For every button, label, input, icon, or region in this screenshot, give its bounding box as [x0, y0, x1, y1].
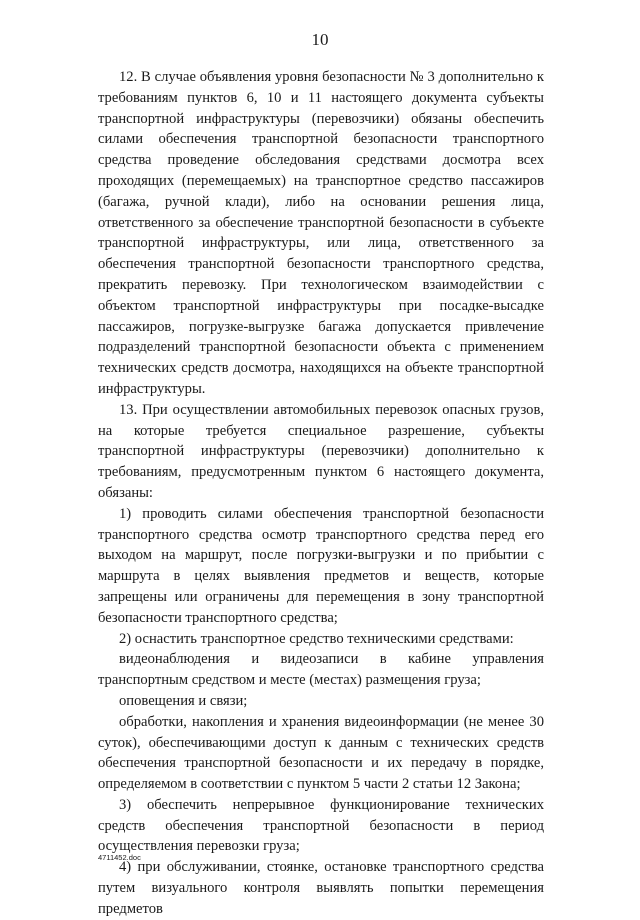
- paragraph-13-item-3: 3) обеспечить непрерывное функционирование технических средств обеспечения транспортной безопасности в период осуществления перевозки груза;: [98, 796, 544, 855]
- paragraph-13-item-2-processing: обработки, накопления и хранения видеоинформации (не менее 30 суток), обеспечивающими доступ к данным с технических средств обеспечения транспортной безопасности и их передачу в порядке, определяемом в соответствии с пунктом 5 части 2 статьи 12 Закона;: [98, 713, 544, 793]
- paragraph-13-item-2: 2) оснастить транспортное средство техническими средствами:: [119, 630, 514, 647]
- paragraph-13-item-4: 4) при обслуживании, стоянке, остановке транспортного средства путем визуального контроля выявлять попытки перемещения предметов: [98, 859, 544, 917]
- paragraph-13: 13. При осуществлении автомобильных перевозок опасных грузов, на которые требуется специальное разрешение, субъекты транспортной инфраструктуры (перевозчики) дополнительно к требованиям, предусмотренным пунктом 6 настоящего документа, обязаны:: [98, 401, 544, 501]
- page-number: 10: [311, 30, 329, 49]
- document-body: [98, 67, 544, 920]
- paragraph-13-item-2-video: видеонаблюдения и видеозаписи в кабине управления транспортным средством и месте (местах) размещения груза;: [98, 651, 544, 689]
- paragraph-12: 12. В случае объявления уровня безопасности № 3 дополнительно к требованиям пунктов 6, 10 и 11 настоящего документа субъекты транспортной инфраструктуры (перевозчики) обязаны обеспечить силами обеспечения транспортной безопасности транспортного средства проведение обследования средствами досмотра всех проходящих (перемещаемых) на транспортное средство пассажиров (багажа, ручной клади), либо на основании решения лица, ответственного за обеспечение транспортной безопасности в субъекте транспортной инфраструктуры, или лица, ответственного за обеспечения транспортной безопасности транспортного средства, прекратить перевозку. При технологическом взаимодействии с объектом транспортной инфраструктуры при посадке-высадке пассажиров, погрузке-выгрузке багажа допускается привлечение подразделений транспортной безопасности объекта с применением технических средств досмотра, находящихся на объекте транспортной инфраструктуры.: [98, 69, 544, 397]
- footer-file-name: 4711452.doc: [98, 853, 141, 862]
- paragraph-13-item-1: 1) проводить силами обеспечения транспортной безопасности транспортного средства осмотр транспортного средства перед его выходом на маршрут, после погрузки-выгрузки и по прибытии с маршрута в целях выявления предметов и веществ, которые запрещены или ограничены для перемещения в зону транспортной безопасности транспортного средства;: [98, 505, 544, 626]
- paragraph-13-item-2-alert: оповещения и связи;: [119, 692, 248, 709]
